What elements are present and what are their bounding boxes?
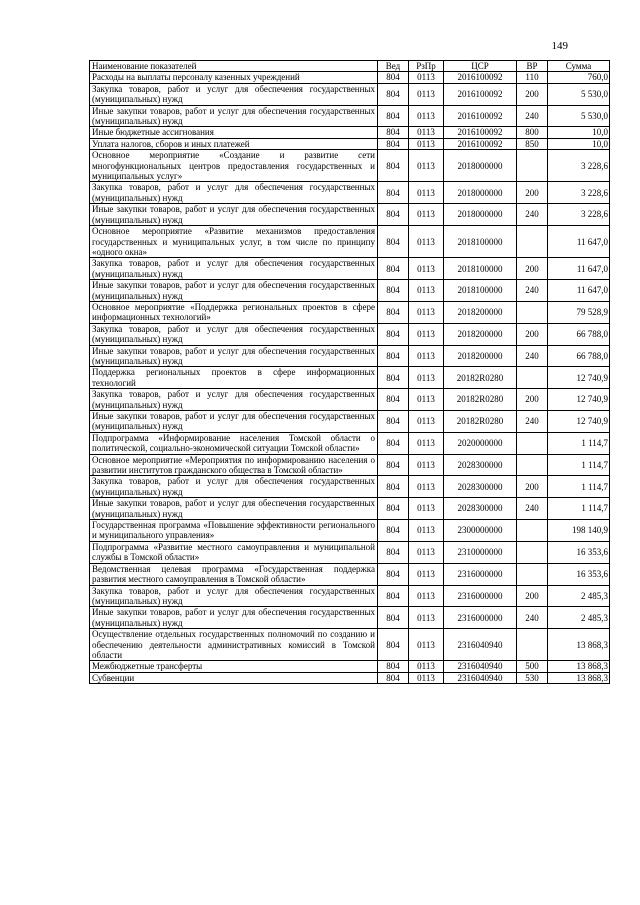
cell-name: Поддержка региональных проектов в сфере информационных технологий <box>90 367 378 389</box>
cell-name: Межбюджетные трансферты <box>90 661 378 672</box>
cell-csr: 2018100000 <box>444 226 517 258</box>
cell-rzpr: 0113 <box>409 389 444 411</box>
table-row <box>90 520 610 542</box>
cell-vr: 240 <box>517 345 548 367</box>
table-row <box>90 204 610 226</box>
cell-csr: 2018200000 <box>444 345 517 367</box>
cell-ved: 804 <box>378 301 409 323</box>
cell-sum: 1 114,7 <box>548 454 610 476</box>
table-row <box>90 127 610 138</box>
cell-rzpr: 0113 <box>409 105 444 127</box>
table-row <box>90 498 610 520</box>
cell-sum: 10,0 <box>548 138 610 149</box>
cell-csr: 2300000000 <box>444 520 517 542</box>
cell-name: Уплата налогов, сборов и иных платежей <box>90 138 378 149</box>
cell-vr <box>517 301 548 323</box>
cell-ved: 804 <box>378 150 409 182</box>
cell-ved: 804 <box>378 280 409 302</box>
cell-csr: 2016100092 <box>444 72 517 83</box>
cell-name: Закупка товаров, работ и услуг для обеспечения государственных (муниципальных) нужд <box>90 323 378 345</box>
cell-csr: 20182R0280 <box>444 411 517 433</box>
cell-sum: 2 485,3 <box>548 585 610 607</box>
cell-ved: 804 <box>378 541 409 563</box>
cell-sum: 16 353,6 <box>548 541 610 563</box>
cell-vr: 200 <box>517 476 548 498</box>
cell-ved: 804 <box>378 389 409 411</box>
cell-name: Иные закупки товаров, работ и услуг для обеспечения государственных (муниципальных) нужд <box>90 345 378 367</box>
cell-ved: 804 <box>378 83 409 105</box>
cell-ved: 804 <box>378 182 409 204</box>
cell-rzpr: 0113 <box>409 226 444 258</box>
cell-ved: 804 <box>378 661 409 672</box>
cell-csr: 2316000000 <box>444 585 517 607</box>
table-row <box>90 607 610 629</box>
cell-csr: 2018100000 <box>444 258 517 280</box>
table-row <box>90 280 610 302</box>
cell-csr: 2016100092 <box>444 105 517 127</box>
cell-vr: 200 <box>517 389 548 411</box>
cell-name: Субвенции <box>90 672 378 683</box>
cell-rzpr: 0113 <box>409 301 444 323</box>
cell-vr: 240 <box>517 280 548 302</box>
cell-sum: 13 868,3 <box>548 661 610 672</box>
cell-rzpr: 0113 <box>409 204 444 226</box>
cell-sum: 198 140,9 <box>548 520 610 542</box>
header-csr: ЦСР <box>444 61 517 72</box>
cell-rzpr: 0113 <box>409 138 444 149</box>
cell-rzpr: 0113 <box>409 454 444 476</box>
cell-ved: 804 <box>378 204 409 226</box>
cell-csr: 2316040940 <box>444 629 517 661</box>
cell-sum: 11 647,0 <box>548 258 610 280</box>
cell-ved: 804 <box>378 258 409 280</box>
cell-ved: 804 <box>378 672 409 683</box>
cell-sum: 5 530,0 <box>548 83 610 105</box>
cell-csr: 2028300000 <box>444 476 517 498</box>
table-body <box>90 72 610 684</box>
table-row <box>90 72 610 83</box>
cell-name: Закупка товаров, работ и услуг для обеспечения государственных (муниципальных) нужд <box>90 258 378 280</box>
cell-ved: 804 <box>378 476 409 498</box>
table-row <box>90 226 610 258</box>
cell-sum: 760,0 <box>548 72 610 83</box>
cell-vr: 200 <box>517 83 548 105</box>
header-vr: ВР <box>517 61 548 72</box>
cell-rzpr: 0113 <box>409 367 444 389</box>
cell-name: Закупка товаров, работ и услуг для обеспечения государственных (муниципальных) нужд <box>90 182 378 204</box>
cell-rzpr: 0113 <box>409 83 444 105</box>
cell-rzpr: 0113 <box>409 258 444 280</box>
cell-ved: 804 <box>378 432 409 454</box>
table-row <box>90 367 610 389</box>
cell-name: Ведомственная целевая программа «Государственная поддержка развития местного самоуправления в Томской области» <box>90 563 378 585</box>
cell-csr: 2018100000 <box>444 280 517 302</box>
cell-name: Иные закупки товаров, работ и услуг для обеспечения государственных (муниципальных) нужд <box>90 105 378 127</box>
cell-csr: 2316040940 <box>444 672 517 683</box>
cell-csr: 2316040940 <box>444 661 517 672</box>
cell-csr: 20182R0280 <box>444 367 517 389</box>
cell-name: Основное мероприятие «Мероприятия по информированию населения о развитии институтов гражданского общества в Томской области» <box>90 454 378 476</box>
cell-sum: 11 647,0 <box>548 280 610 302</box>
table-row <box>90 661 610 672</box>
table-row <box>90 585 610 607</box>
cell-rzpr: 0113 <box>409 345 444 367</box>
cell-rzpr: 0113 <box>409 72 444 83</box>
cell-name: Иные закупки товаров, работ и услуг для обеспечения государственных (муниципальных) нужд <box>90 280 378 302</box>
table-row <box>90 323 610 345</box>
cell-name: Иные закупки товаров, работ и услуг для обеспечения государственных (муниципальных) нужд <box>90 204 378 226</box>
cell-vr <box>517 226 548 258</box>
cell-vr <box>517 520 548 542</box>
table-row <box>90 182 610 204</box>
cell-ved: 804 <box>378 454 409 476</box>
cell-name: Государственная программа «Повышение эффективности регионального и муниципального управления» <box>90 520 378 542</box>
cell-vr: 850 <box>517 138 548 149</box>
cell-sum: 66 788,0 <box>548 345 610 367</box>
cell-rzpr: 0113 <box>409 498 444 520</box>
table-row <box>90 672 610 683</box>
cell-ved: 804 <box>378 345 409 367</box>
cell-csr: 20182R0280 <box>444 389 517 411</box>
cell-name: Закупка товаров, работ и услуг для обеспечения государственных (муниципальных) нужд <box>90 83 378 105</box>
cell-sum: 13 868,3 <box>548 672 610 683</box>
table-row <box>90 411 610 433</box>
cell-name: Закупка товаров, работ и услуг для обеспечения государственных (муниципальных) нужд <box>90 389 378 411</box>
cell-sum: 5 530,0 <box>548 105 610 127</box>
table-row <box>90 389 610 411</box>
cell-rzpr: 0113 <box>409 150 444 182</box>
table-row <box>90 258 610 280</box>
cell-rzpr: 0113 <box>409 607 444 629</box>
cell-ved: 804 <box>378 127 409 138</box>
cell-rzpr: 0113 <box>409 661 444 672</box>
cell-sum: 2 485,3 <box>548 607 610 629</box>
cell-sum: 79 528,9 <box>548 301 610 323</box>
cell-rzpr: 0113 <box>409 541 444 563</box>
cell-ved: 804 <box>378 105 409 127</box>
cell-rzpr: 0113 <box>409 411 444 433</box>
table-row <box>90 563 610 585</box>
cell-csr: 2028300000 <box>444 454 517 476</box>
cell-sum: 1 114,7 <box>548 498 610 520</box>
cell-vr <box>517 541 548 563</box>
table-row <box>90 301 610 323</box>
cell-sum: 13 868,3 <box>548 629 610 661</box>
cell-name: Иные закупки товаров, работ и услуг для обеспечения государственных (муниципальных) нужд <box>90 411 378 433</box>
cell-csr: 2018200000 <box>444 323 517 345</box>
cell-name: Расходы на выплаты персоналу казенных учреждений <box>90 72 378 83</box>
cell-sum: 16 353,6 <box>548 563 610 585</box>
budget-table <box>89 60 610 684</box>
header-rzpr: РзПр <box>409 61 444 72</box>
table-row <box>90 541 610 563</box>
cell-vr: 800 <box>517 127 548 138</box>
cell-vr: 200 <box>517 182 548 204</box>
cell-vr: 240 <box>517 498 548 520</box>
cell-ved: 804 <box>378 607 409 629</box>
cell-name: Подпрограмма «Развитие местного самоуправления и муниципальной службы в Томской области» <box>90 541 378 563</box>
cell-csr: 2316000000 <box>444 607 517 629</box>
cell-vr: 500 <box>517 661 548 672</box>
cell-csr: 2018000000 <box>444 150 517 182</box>
cell-sum: 3 228,6 <box>548 182 610 204</box>
cell-vr: 240 <box>517 411 548 433</box>
cell-rzpr: 0113 <box>409 476 444 498</box>
cell-rzpr: 0113 <box>409 432 444 454</box>
page-number: 149 <box>551 40 568 52</box>
cell-name: Основное мероприятие «Поддержка региональных проектов в сфере информационных технологий» <box>90 301 378 323</box>
cell-ved: 804 <box>378 72 409 83</box>
cell-sum: 12 740,9 <box>548 389 610 411</box>
cell-ved: 804 <box>378 629 409 661</box>
cell-vr <box>517 563 548 585</box>
cell-vr <box>517 367 548 389</box>
cell-ved: 804 <box>378 585 409 607</box>
cell-sum: 1 114,7 <box>548 476 610 498</box>
cell-ved: 804 <box>378 563 409 585</box>
cell-rzpr: 0113 <box>409 629 444 661</box>
table-row <box>90 138 610 149</box>
cell-name: Основное мероприятие «Создание и развитие сети многофункциональных центров предоставления государственных и муниципальных услуг» <box>90 150 378 182</box>
cell-rzpr: 0113 <box>409 280 444 302</box>
cell-name: Подпрограмма «Информирование населения Томской области о политической, социально-экономической ситуации Томской области» <box>90 432 378 454</box>
cell-vr <box>517 150 548 182</box>
header-ved: Вед <box>378 61 409 72</box>
header-name: Наименование показателей <box>90 61 378 72</box>
cell-name: Иные закупки товаров, работ и услуг для обеспечения государственных (муниципальных) нужд <box>90 498 378 520</box>
table-row <box>90 432 610 454</box>
cell-csr: 2018200000 <box>444 301 517 323</box>
cell-csr: 2016100092 <box>444 138 517 149</box>
cell-vr <box>517 454 548 476</box>
cell-csr: 2016100092 <box>444 83 517 105</box>
cell-ved: 804 <box>378 323 409 345</box>
cell-name: Иные закупки товаров, работ и услуг для обеспечения государственных (муниципальных) нужд <box>90 607 378 629</box>
cell-vr <box>517 629 548 661</box>
cell-ved: 804 <box>378 226 409 258</box>
cell-vr: 240 <box>517 607 548 629</box>
cell-name: Закупка товаров, работ и услуг для обеспечения государственных (муниципальных) нужд <box>90 585 378 607</box>
table-row <box>90 454 610 476</box>
cell-name: Осуществление отдельных государственных полномочий по созданию и обеспечению деятельности административных комиссий в Томской области <box>90 629 378 661</box>
cell-sum: 3 228,6 <box>548 150 610 182</box>
cell-rzpr: 0113 <box>409 672 444 683</box>
cell-vr: 200 <box>517 323 548 345</box>
cell-sum: 10,0 <box>548 127 610 138</box>
cell-vr: 240 <box>517 204 548 226</box>
cell-vr <box>517 432 548 454</box>
cell-name: Иные бюджетные ассигнования <box>90 127 378 138</box>
cell-sum: 12 740,9 <box>548 367 610 389</box>
cell-rzpr: 0113 <box>409 585 444 607</box>
table-header-row <box>90 61 610 72</box>
cell-vr: 200 <box>517 585 548 607</box>
table-row <box>90 83 610 105</box>
cell-ved: 804 <box>378 138 409 149</box>
cell-rzpr: 0113 <box>409 182 444 204</box>
table-row <box>90 629 610 661</box>
cell-rzpr: 0113 <box>409 563 444 585</box>
cell-vr: 200 <box>517 258 548 280</box>
cell-ved: 804 <box>378 520 409 542</box>
cell-sum: 1 114,7 <box>548 432 610 454</box>
cell-csr: 2028300000 <box>444 498 517 520</box>
cell-name: Закупка товаров, работ и услуг для обеспечения государственных (муниципальных) нужд <box>90 476 378 498</box>
table-row <box>90 105 610 127</box>
cell-ved: 804 <box>378 411 409 433</box>
cell-sum: 11 647,0 <box>548 226 610 258</box>
cell-csr: 2018000000 <box>444 182 517 204</box>
table-row <box>90 345 610 367</box>
cell-name: Основное мероприятие «Развитие механизмов предоставления государственных и муниципальных услуг, в том числе по принципу «одного окна» <box>90 226 378 258</box>
cell-rzpr: 0113 <box>409 323 444 345</box>
cell-ved: 804 <box>378 367 409 389</box>
header-sum: Сумма <box>548 61 610 72</box>
cell-csr: 2020000000 <box>444 432 517 454</box>
table-row <box>90 150 610 182</box>
cell-csr: 2310000000 <box>444 541 517 563</box>
cell-vr: 110 <box>517 72 548 83</box>
cell-csr: 2316000000 <box>444 563 517 585</box>
cell-vr: 530 <box>517 672 548 683</box>
cell-rzpr: 0113 <box>409 520 444 542</box>
cell-csr: 2018000000 <box>444 204 517 226</box>
cell-vr: 240 <box>517 105 548 127</box>
cell-ved: 804 <box>378 498 409 520</box>
table-row <box>90 476 610 498</box>
cell-csr: 2016100092 <box>444 127 517 138</box>
cell-sum: 12 740,9 <box>548 411 610 433</box>
cell-rzpr: 0113 <box>409 127 444 138</box>
cell-sum: 66 788,0 <box>548 323 610 345</box>
cell-sum: 3 228,6 <box>548 204 610 226</box>
